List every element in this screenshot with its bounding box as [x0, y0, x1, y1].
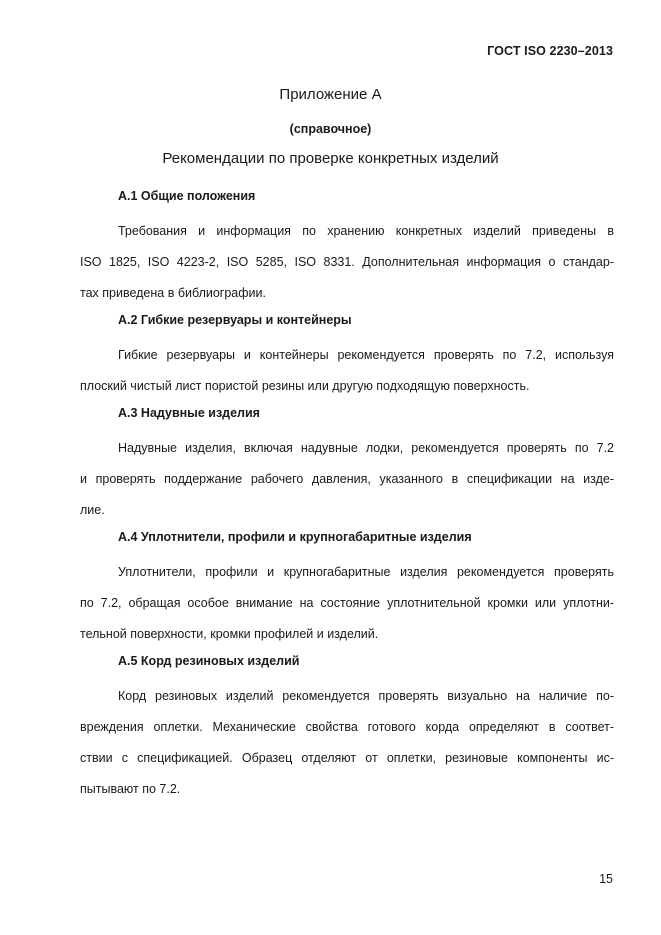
section-a3 [80, 402, 614, 526]
paragraph-line: по 7.2, обращая особое внимание на состояние уплотнительной кромки или уплотни- [80, 596, 614, 610]
paragraph-line: пытывают по 7.2. [80, 782, 181, 796]
paragraph-line: Уплотнители, профили и крупногабаритные изделия рекомендуется проверять [118, 565, 614, 579]
annex-heading: Рекомендации по проверке конкретных изделий [162, 150, 499, 167]
paragraph-line: ствии с спецификацией. Образец отделяют от оплетки, резиновые компоненты ис- [80, 751, 614, 765]
paragraph-line: тах приведена в библиографии. [80, 286, 266, 300]
section-paragraph [80, 557, 614, 650]
section-a1 [80, 185, 614, 309]
paragraph-line: плоский чистый лист пористой резины или другую подходящую поверхность. [80, 379, 530, 393]
paragraph-line: Корд резиновых изделий рекомендуется проверять визуально на наличие по- [118, 689, 614, 703]
page-number: 15 [599, 872, 613, 886]
paragraph-line: Требования и информация по хранению конкретных изделий приведены в [118, 224, 614, 238]
section-paragraph [80, 216, 614, 309]
paragraph-line: и проверять поддержание рабочего давления, указанного в спецификации на изде- [80, 472, 614, 486]
annex-type: (справочное) [289, 122, 372, 136]
section-a5 [80, 650, 614, 805]
annex-content [80, 185, 614, 805]
section-paragraph [80, 340, 614, 402]
section-paragraph [80, 433, 614, 526]
section-title: А.3 Надувные изделия [118, 406, 260, 420]
section-title: А.1 Общие положения [118, 189, 256, 203]
section-title: А.2 Гибкие резервуары и контейнеры [118, 313, 352, 327]
paragraph-line: Надувные изделия, включая надувные лодки, рекомендуется проверять по 7.2 [118, 441, 614, 455]
paragraph-line: лие. [80, 503, 105, 517]
section-title: А.5 Корд резиновых изделий [118, 654, 300, 668]
paragraph-line: вреждения оплетки. Механические свойства готового корда определяют в соответ- [80, 720, 614, 734]
section-a4 [80, 526, 614, 650]
paragraph-line: ISO 1825, ISO 4223-2, ISO 5285, ISO 8331. Дополнительная информация о стандар- [80, 255, 614, 269]
paragraph-line: Гибкие резервуары и контейнеры рекомендуется проверять по 7.2, используя [118, 348, 614, 362]
paragraph-line: тельной поверхности, кромки профилей и изделий. [80, 627, 379, 641]
section-paragraph [80, 681, 614, 805]
section-a2 [80, 309, 614, 402]
annex-title: Приложение А [279, 86, 382, 103]
document-code: ГОСТ ISO 2230–2013 [487, 44, 613, 58]
section-title: А.4 Уплотнители, профили и крупногабаритные изделия [118, 530, 472, 544]
